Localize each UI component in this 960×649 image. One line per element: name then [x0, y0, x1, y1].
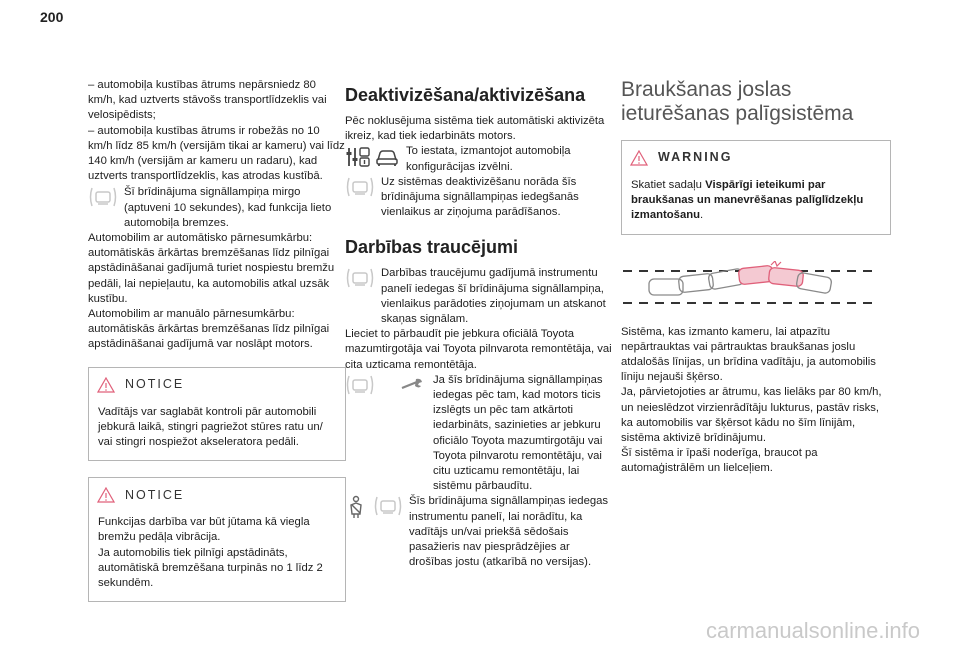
collision-warning-icon [345, 267, 375, 289]
collision-warning-icon [373, 495, 403, 517]
notice-header [89, 478, 345, 509]
wrench-icon [397, 374, 427, 396]
paragraph: Šīs brīdinājuma signāllampiņas iedegas instrumentu panelī, lai norādītu, ka vadītājs un/vai priekšā sēdošais pasažieris nav piesprādzējies ar drošības jostu (atkarībā no versijas). [409, 495, 609, 569]
indicator-note [345, 373, 613, 495]
indicator-note [345, 494, 613, 570]
paragraph: Pēc noklusējuma sistēma tiek automātiski aktivizēta ikreiz, kad tiek iedarbināts motors. [345, 115, 605, 143]
paragraph: – automobiļa kustības ātrums nepārsniedz 80 km/h, kad uztverts stāvošs transportlīdzeklis vai velosipēdists; [88, 79, 327, 122]
notice-box [88, 367, 346, 462]
menu-setting-note [345, 144, 613, 174]
notice-body: Vadītājs var saglabāt kontroli pār automobili jebkurā laikā, stingri pagriežot stūres ratu un/ vai stingri nospiežot akseleratora pedāli. [98, 405, 323, 449]
paragraph: Ja, pārvietojoties ar ātrumu, kas lielāks par 80 km/h, un neieslēdzot virzienrādītāju lukturus, pastāv risks, ka automobilis var šķērsot kādu no šīm līnijām, sistēma aktivizē brīdinājumu. [621, 386, 882, 445]
page-number: 200 [40, 9, 64, 25]
column-3 [621, 78, 891, 477]
paragraph: Lieciet to pārbaudīt pie jebkura oficiālā Toyota mazumtirgotāja vai Toyota pilnvarota remontētāja, vai cita uzticama remontētāja. [345, 328, 612, 371]
paragraph: To iestata, izmantojot automobiļa konfigurācijas izvēlni. [406, 145, 571, 173]
watermark: carmanualsonline.info [705, 618, 920, 643]
section-heading: Deaktivizēšana/aktivizēšana [345, 85, 586, 105]
warning-text: Skatiet sadaļu [631, 179, 706, 191]
paragraph: Sistēma, kas izmanto kameru, lai atpazītu nepārtrauktas vai pārtrauktas braukšanas joslu atdalošās līnijas, un brīdina vadītāju, ja automobilis līniju nejauši šķērso. [621, 325, 876, 384]
warning-text-end: . [700, 209, 704, 222]
paragraph: Darbības traucējumu gadījumā instrumentu panelī iedegas šī brīdinājuma signāllampiņa, vienlaikus parādoties ziņojumam un atskanot skaņas signālam. [381, 267, 606, 326]
collision-warning-icon [345, 374, 375, 396]
notice-title: NOTICE [125, 487, 185, 502]
indicator-note [345, 266, 613, 327]
warning-box [621, 140, 891, 235]
caution-triangle-icon [97, 487, 115, 503]
notice-header [89, 368, 345, 399]
car-icon [374, 145, 400, 169]
paragraph: Uz sistēmas deaktivizēšanu norāda šīs brīdinājuma signāllampiņas iedegšanās vienlaikus ar ziņojuma parādīšanos. [381, 175, 579, 219]
section-title-line1: Braukšanas joslas [621, 78, 792, 101]
warning-header [622, 141, 890, 172]
indicator-note [88, 185, 346, 231]
paragraph: Ja šīs brīdinājuma signāllampiņas iedegas pēc tam, kad motors ticis izslēgts un pēc tam atkārtoti iedarbināts, sazinieties ar jebkuru oficiālo Toyota mazumtirgotāju vai Toyota pilnvarotu remontētāju, vai citu uzticamu remontētāju, lai sistēmu pārbaudītu. [433, 373, 603, 493]
notice-title: NOTICE [125, 377, 185, 392]
column-1 [88, 78, 346, 602]
paragraph: Automobilim ar manuālo pārnesumkārbu: automātiskās ārkārtas bremzēšanas līdz pilnīgai apstādināšanai gadījumā var noslāpt motors. [88, 308, 330, 351]
collision-warning-icon [88, 186, 118, 208]
warning-reference: Vispārīgi ieteikumi par braukšanas un manevrēšanas palīglīdzekļu izmantošanu [631, 179, 864, 222]
section-heading: Darbības traucējumi [345, 237, 519, 258]
seatbelt-icon [345, 495, 367, 519]
paragraph: Automobilim ar automātisko pārnesumkārbu: automātiskās ārkārtas bremzēšanas līdz pilnīgai apstādināšanai gadījumā turiet nospiestu bremžu pedāli, lai nepieļautu, ka automobilis atkal uzsāk kustību. [88, 232, 335, 305]
column-2 [345, 84, 613, 570]
warning-body [622, 172, 890, 224]
indicator-note [345, 175, 613, 221]
warning-title: WARNING [658, 150, 733, 165]
paragraph: Šī sistēma ir īpaši noderīga, braucot pa automaģistrālēm un lielceļiem. [621, 447, 818, 475]
collision-off-icon [345, 176, 375, 198]
lane-departure-illustration [621, 261, 891, 311]
paragraph: – automobiļa kustības ātrums ir robežās no 10 km/h līdz 85 km/h (versijām tikai ar kameru) vai līdz 140 km/h (versijām ar kameru un radaru), kad uztverts transportlīdzeklis, kas atrodas kustībā. [88, 124, 345, 183]
warning-triangle-icon [630, 150, 648, 166]
notice-box [88, 477, 346, 602]
caution-triangle-icon [97, 377, 115, 393]
paragraph: Šī brīdinājuma signāllampiņa mirgo (aptuveni 10 sekundes), kad funkcija lieto automobiļa bremzes. [124, 186, 332, 229]
settings-menu-icon [345, 145, 400, 169]
notice-body: Funkcijas darbība var būt jūtama kā viegla bremžu pedāļa vibrācija. Ja automobilis tiek pilnīgi apstādināts, automātiskā bremzēšana turpinās no 1 līdz 2 sekundēm. [98, 516, 323, 590]
section-title-line2: ieturēšanas palīgsistēma [621, 102, 854, 125]
seatbelt-indicator-icons [345, 495, 403, 519]
service-indicator-icons [345, 374, 427, 396]
